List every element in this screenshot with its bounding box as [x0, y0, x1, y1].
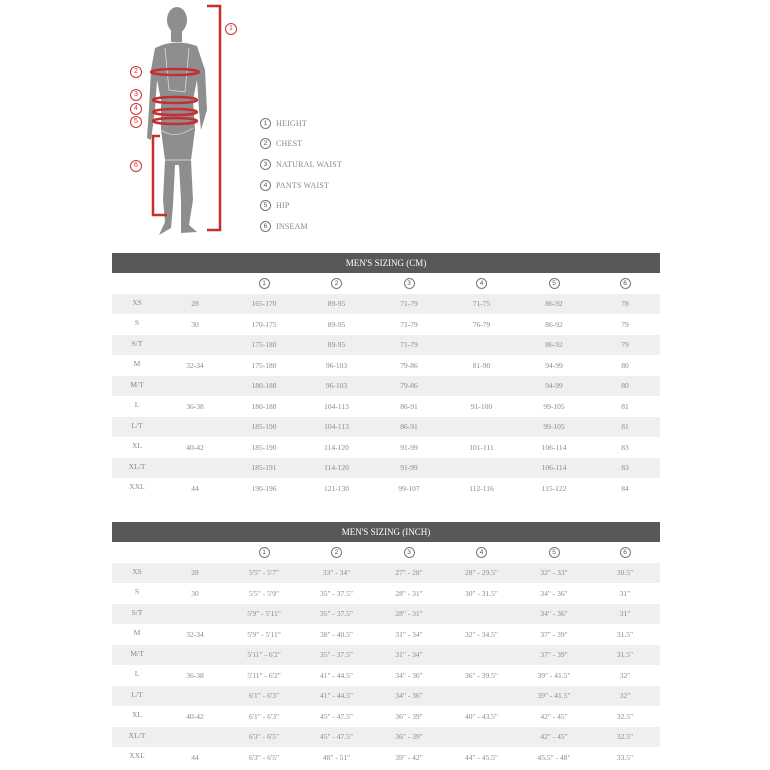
column-header	[300, 278, 373, 289]
table-cell: 5'11" - 6'2"	[247, 650, 281, 660]
legend-label: NATURAL WAIST	[276, 159, 342, 169]
column-header	[590, 278, 660, 289]
table-cell: 94-99	[545, 360, 563, 370]
table-cell: 5'5" - 5'9"	[248, 588, 280, 598]
table-cell: S/T	[131, 338, 143, 348]
table-cell: 80	[621, 381, 629, 391]
number-circle-icon: 1	[260, 118, 271, 129]
table-cell: 104-113	[324, 401, 349, 411]
table-cell: 96-103	[325, 360, 348, 370]
number-circle-icon: 1	[259, 547, 270, 558]
table-cell: 37" - 39"	[540, 629, 568, 639]
number-circle-icon: 3	[404, 278, 415, 289]
table-cell: 34" - 36"	[540, 588, 568, 598]
table-row	[112, 645, 660, 666]
table-cell: 44	[191, 483, 199, 493]
marker-4-icon: 4	[130, 103, 142, 115]
table-cell: 30.5"	[616, 568, 634, 578]
table-cell: 41" - 44.5"	[320, 691, 353, 701]
table-cell: XL	[132, 441, 142, 450]
table-cell: 27" - 28"	[395, 568, 423, 578]
table-cell: 80	[621, 360, 629, 370]
table-cell: L/T	[131, 689, 143, 699]
table-cell: 6'1" - 6'3"	[248, 691, 280, 701]
table-cell: 31" - 34"	[395, 629, 423, 639]
table-cell: S	[134, 318, 140, 327]
table-cell: 30	[191, 588, 199, 598]
table-cell: 41" - 44.5"	[320, 670, 353, 680]
table-cell: 45.5" - 48"	[537, 752, 571, 762]
number-circle-icon: 4	[260, 180, 271, 191]
column-header	[590, 547, 660, 558]
table-cell: 45" - 47.5"	[320, 732, 353, 742]
table-cell: 83	[621, 463, 629, 473]
table-cell: XL	[132, 710, 142, 719]
table-cell: 86-91	[400, 422, 418, 432]
table-cell: 76-79	[472, 319, 491, 329]
table-cell: 86-92	[545, 340, 563, 350]
table-row	[112, 727, 660, 748]
table-cell: 79-86	[400, 360, 418, 370]
table-cell: 175-180	[251, 340, 277, 350]
legend-item	[260, 195, 342, 216]
table-cell: 81	[621, 401, 629, 411]
table-cell: 28" - 31"	[395, 588, 423, 598]
table-cell: 30	[191, 319, 199, 329]
table-cell: 6'3" - 6'5"	[248, 752, 280, 762]
number-circle-icon: 5	[260, 200, 271, 211]
table-row	[112, 478, 660, 499]
table-cell: 40-42	[186, 711, 204, 721]
table-cell: 32-34	[186, 360, 204, 370]
table-cell: XL/T	[128, 461, 146, 471]
table-cell: 33" - 34"	[322, 568, 351, 578]
table-cell: 94-99	[545, 381, 563, 391]
number-circle-icon: 5	[549, 547, 560, 558]
table-cell: 106-114	[541, 442, 567, 452]
column-header	[445, 547, 518, 558]
table-cell: 121-130	[324, 483, 349, 493]
table-cell: 38" - 40.5"	[320, 629, 353, 639]
table-cell: 170-175	[251, 319, 277, 329]
table-row	[112, 458, 660, 479]
table-cell: 185-190	[251, 422, 277, 432]
table-row	[112, 686, 660, 707]
table-cell: 35" - 37.5"	[320, 588, 353, 598]
table-cell: 34" - 36"	[395, 691, 423, 701]
size-table-inch	[112, 522, 660, 768]
table-cell: 91-100	[470, 401, 493, 411]
measurement-legend	[260, 113, 342, 237]
table-cell: 31"	[619, 609, 631, 619]
table-cell: XS	[132, 566, 142, 576]
table-cell: 48" - 51"	[322, 752, 351, 762]
table-cell: 42" - 45"	[540, 711, 568, 721]
table-cell: 106-114	[541, 463, 567, 473]
table-cell: 114-120	[324, 463, 349, 473]
table-cell: 40-42	[186, 442, 204, 452]
table-cell: 40" - 43.5"	[465, 711, 498, 721]
table-cell: 89-95	[327, 319, 346, 329]
table-cell: 32"	[619, 691, 631, 701]
table-cell: 28" - 31"	[395, 609, 423, 619]
table-cell: 42" - 45"	[540, 732, 568, 742]
table-cell: 6'1" - 6'3"	[248, 711, 280, 721]
table-cell: 28" - 29.5"	[465, 568, 498, 578]
table-row	[112, 355, 660, 376]
legend-label: HEIGHT	[276, 118, 307, 128]
table-cell: 185-190	[251, 442, 277, 452]
table-cell: 89-95	[327, 340, 346, 350]
body-measurement-figure	[125, 0, 245, 240]
table-title: MEN'S SIZING (CM)	[112, 253, 660, 273]
table-cell: 33.5"	[616, 752, 634, 762]
marker-6-icon: 6	[130, 160, 142, 172]
table-cell: 31"	[619, 588, 631, 598]
table-cell: 28	[191, 299, 199, 309]
number-circle-icon: 3	[404, 547, 415, 558]
table-cell: XL/T	[128, 730, 146, 740]
table-cell: 5'11" - 6'2"	[247, 670, 281, 680]
table-cell: 104-113	[324, 422, 349, 432]
table-cell: L	[134, 669, 140, 678]
number-circle-icon: 1	[259, 278, 270, 289]
table-cell: 165-170	[251, 299, 277, 309]
table-cell: 32"	[619, 670, 631, 680]
table-cell: XS	[132, 297, 142, 307]
table-cell: 35" - 37.5"	[320, 609, 353, 619]
table-row	[112, 294, 660, 315]
marker-3-icon: 3	[130, 89, 142, 101]
table-cell: 32" - 34.5"	[465, 629, 498, 639]
number-circle-icon: 2	[260, 138, 271, 149]
column-header	[518, 547, 590, 558]
table-cell: 44" - 45.5"	[465, 752, 498, 762]
table-cell: 96-103	[325, 381, 348, 391]
legend-item	[260, 134, 342, 155]
table-title: MEN'S SIZING (INCH)	[112, 522, 660, 542]
table-row	[112, 747, 660, 768]
table-cell: 71-79	[400, 340, 418, 350]
table-cell: 36" - 39.5"	[465, 670, 498, 680]
table-cell: 78	[621, 299, 629, 309]
table-cell: 32-34	[186, 629, 204, 639]
column-header	[518, 278, 590, 289]
number-circle-icon: 6	[620, 547, 631, 558]
table-cell: 86-92	[545, 319, 563, 329]
column-header-row	[112, 273, 660, 294]
number-circle-icon: 2	[331, 547, 342, 558]
table-cell: 35" - 37.5"	[320, 650, 353, 660]
table-cell: 91-99	[400, 463, 418, 473]
table-cell: 34" - 36"	[540, 609, 568, 619]
table-row	[112, 624, 660, 645]
table-cell: 5'9" - 5'11"	[247, 609, 281, 619]
table-cell: 185-191	[251, 463, 277, 473]
table-cell: 71-75	[472, 299, 491, 309]
table-cell: 79	[621, 319, 629, 329]
table-cell: 36-38	[186, 670, 204, 680]
table-row	[112, 396, 660, 417]
table-row	[112, 314, 660, 335]
table-cell: 30" - 31.5"	[465, 588, 498, 598]
table-cell: 81	[621, 422, 629, 432]
table-cell: 36-38	[186, 401, 204, 411]
table-row	[112, 563, 660, 584]
number-circle-icon: 5	[549, 278, 560, 289]
table-cell: 89-95	[327, 299, 346, 309]
column-header	[228, 547, 300, 558]
legend-item	[260, 216, 342, 237]
table-cell: XXL	[129, 751, 145, 760]
table-cell: 79-86	[400, 381, 418, 391]
number-circle-icon: 6	[260, 221, 271, 232]
table-row	[112, 583, 660, 604]
legend-item	[260, 175, 342, 196]
table-cell: 5'5" - 5'7"	[248, 568, 280, 578]
table-cell: 84	[621, 483, 629, 493]
table-cell: M	[133, 359, 141, 368]
column-header	[300, 547, 373, 558]
table-cell: 86-92	[545, 299, 563, 309]
table-cell: 86-91	[400, 401, 418, 411]
table-cell: 180-188	[251, 381, 277, 391]
table-row	[112, 437, 660, 458]
table-cell: 71-79	[400, 299, 418, 309]
table-cell: 175-180	[251, 360, 277, 370]
table-cell: L	[134, 400, 140, 409]
column-header	[445, 278, 518, 289]
legend-item	[260, 154, 342, 175]
legend-label: PANTS WAIST	[276, 180, 330, 190]
table-cell: 112-116	[469, 483, 494, 493]
legend-item	[260, 113, 342, 134]
table-cell: 115-122	[541, 483, 567, 493]
table-cell: 6'3" - 6'5"	[248, 732, 280, 742]
table-cell: S/T	[131, 607, 143, 617]
man-silhouette-icon	[125, 0, 245, 240]
table-cell: 31.5"	[616, 629, 634, 639]
size-table-cm	[112, 253, 660, 499]
table-cell: 71-79	[400, 319, 418, 329]
column-header	[373, 278, 445, 289]
table-cell: 36" - 39"	[395, 711, 423, 721]
table-cell: 37" - 39"	[540, 650, 568, 660]
legend-label: INSEAM	[276, 221, 308, 231]
table-cell: 32" - 33"	[540, 568, 568, 578]
table-cell: 114-120	[324, 442, 349, 452]
table-cell: 190-196	[251, 483, 277, 493]
table-cell: 32.5"	[616, 711, 634, 721]
table-cell: 39" - 41.5"	[537, 691, 571, 701]
table-cell: 32.5"	[616, 732, 634, 742]
table-cell: 39" - 42"	[395, 752, 423, 762]
table-cell: 39" - 41.5"	[537, 670, 571, 680]
table-cell: 31.5"	[616, 650, 634, 660]
table-cell: 81-90	[472, 360, 491, 370]
table-cell: 83	[621, 442, 629, 452]
column-header	[373, 547, 445, 558]
table-cell: 28	[191, 568, 199, 578]
table-cell: 99-105	[543, 422, 565, 432]
table-row	[112, 376, 660, 397]
table-cell: 99-105	[543, 401, 565, 411]
table-row	[112, 417, 660, 438]
number-circle-icon: 4	[476, 278, 487, 289]
number-circle-icon: 3	[260, 159, 271, 170]
number-circle-icon: 2	[331, 278, 342, 289]
table-cell: 79	[621, 340, 629, 350]
table-cell: 36" - 39"	[395, 732, 423, 742]
legend-label: CHEST	[276, 139, 303, 149]
number-circle-icon: 6	[620, 278, 631, 289]
column-header	[228, 278, 300, 289]
column-header-row	[112, 542, 660, 563]
table-cell: 45" - 47.5"	[320, 711, 353, 721]
marker-1-icon: 1	[225, 23, 237, 35]
number-circle-icon: 4	[476, 547, 487, 558]
marker-2-icon: 2	[130, 66, 142, 78]
table-cell: XXL	[129, 482, 145, 491]
table-cell: L/T	[131, 420, 143, 430]
table-cell: 31" - 34"	[395, 650, 423, 660]
table-cell: 34" - 36"	[395, 670, 423, 680]
table-row	[112, 604, 660, 625]
table-cell: 5'9" - 5'11"	[247, 629, 281, 639]
table-cell: 101-111	[469, 442, 494, 452]
table-cell: M/T	[130, 379, 144, 389]
table-cell: 91-99	[400, 442, 418, 452]
table-row	[112, 665, 660, 686]
table-cell: 180-188	[251, 401, 277, 411]
marker-5-icon: 5	[130, 116, 142, 128]
table-cell: M	[133, 628, 141, 637]
table-cell: M/T	[130, 648, 144, 658]
table-cell: S	[134, 587, 140, 596]
table-row	[112, 706, 660, 727]
table-row	[112, 335, 660, 356]
table-cell: 44	[191, 752, 199, 762]
table-cell: 99-107	[398, 483, 420, 493]
legend-label: HIP	[276, 201, 290, 211]
